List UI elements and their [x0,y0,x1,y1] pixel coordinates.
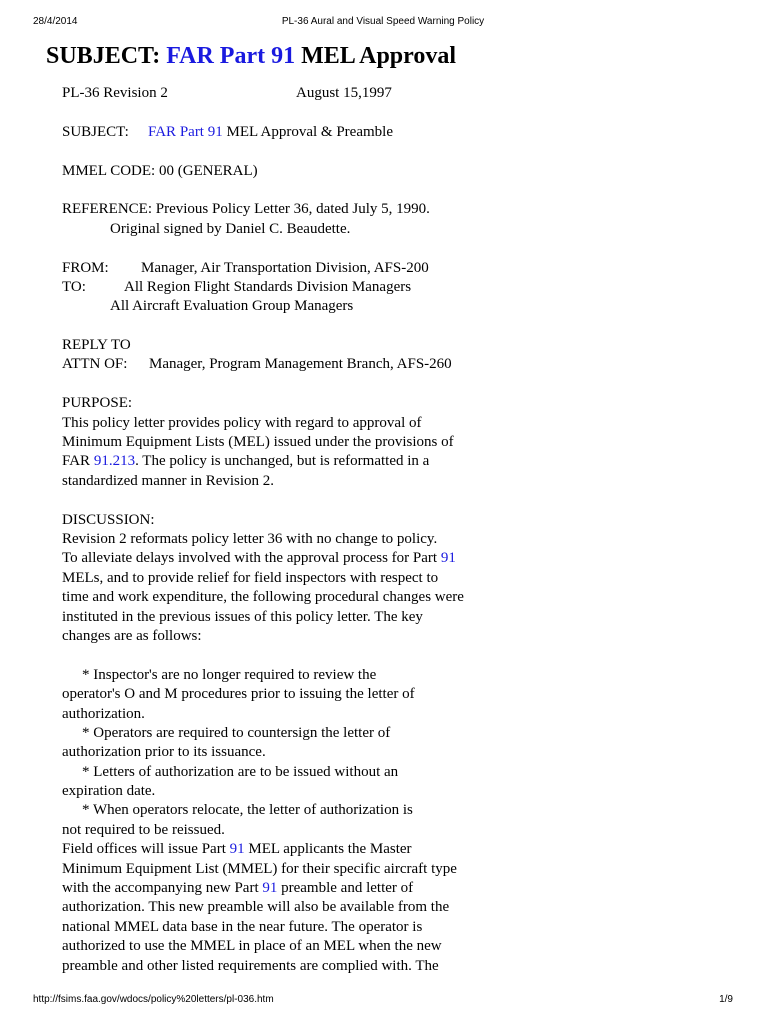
from-value: Manager, Air Transportation Division, AFS-200 [141,259,429,276]
discussion-text: MELs, and to provide relief for field inspectors with respect to [62,569,439,586]
far-91-213-link[interactable]: 91.213 [93,453,136,470]
part-91-link[interactable]: 91 [229,841,245,858]
far-part-91-title-link[interactable]: FAR Part 91 [166,43,296,69]
field-offices-text: Field offices will issue Part 91 MEL applicants the Master [62,841,412,858]
discussion-text: changes are as follows: [62,627,202,644]
to-label: TO: [62,278,86,295]
subject-rest: MEL Approval & Preamble [222,123,393,140]
purpose-heading: PURPOSE: [62,395,133,412]
field-offices-text: authorized to use the MMEL in place of an MEL when the new [62,938,442,955]
mmel-code: MMEL CODE: 00 (GENERAL) [62,162,258,179]
print-page-title: PL-36 Aural and Visual Speed Warning Policy [281,16,485,27]
page-title [46,40,456,72]
attn-line [62,355,502,374]
bullet-item-cont: operator's O and M procedures prior to issuing the letter of [62,686,415,703]
print-date: 28/4/2014 [33,16,78,27]
discussion-heading: DISCUSSION: [62,511,155,528]
reference-line: REFERENCE: Previous Policy Letter 36, dated July 5, 1990. [62,201,430,218]
far-part-91-subject-link[interactable]: FAR Part 91 [148,123,223,140]
field-offices-text: with the accompanying new Part 91 preamble and letter of [62,880,414,897]
revision-line [62,84,502,103]
part-91-link[interactable]: 91 [440,550,456,567]
field-offices-text: preamble and other listed requirements are complied with. The [62,957,439,974]
title-prefix: SUBJECT: [46,43,167,69]
bullet-item-cont: authorization. [62,705,145,722]
print-footer [33,994,733,1008]
title-suffix: MEL Approval [295,43,457,69]
part-91-link[interactable]: 91 [262,880,278,897]
purpose-text: standardized manner in Revision 2. [62,472,275,489]
purpose-text: This policy letter provides policy with regard to approval of [62,414,422,431]
to-value-2: All Aircraft Evaluation Group Managers [110,298,354,315]
discussion-text: Revision 2 reformats policy letter 36 with no change to policy. [62,530,438,547]
bullet-item-cont: not required to be reissued. [62,821,225,838]
bullet-item: * Operators are required to countersign the letter of [82,724,391,741]
attn-value: Manager, Program Management Branch, AFS-260 [149,356,452,373]
reply-to: REPLY TO [62,337,131,354]
discussion-text: time and work expenditure, the following procedural changes were [62,589,464,606]
purpose-text: FAR 91.213. The policy is unchanged, but is reformatted in a [62,453,430,470]
attn-label: ATTN OF: [62,356,128,373]
to-line [62,278,502,297]
field-offices-text: national MMEL data base in the near future. The operator is [62,918,423,935]
bullet-item-cont: authorization prior to its issuance. [62,744,266,761]
bullet-item: * Inspector's are no longer required to review the [82,666,377,683]
reference-signature: Original signed by Daniel C. Beaudette. [110,220,351,237]
subject-label: SUBJECT: [62,123,129,140]
bullet-item: * When operators relocate, the letter of authorization is [82,802,413,819]
revision-label: PL-36 Revision 2 [62,85,168,101]
from-line [62,259,502,278]
bullet-item-cont: expiration date. [62,783,156,800]
bullet-item: * Letters of authorization are to be issued without an [82,763,399,780]
print-url: http://fsims.faa.gov/wdocs/policy%20letters/pl-036.htm [33,994,274,1005]
discussion-text: To alleviate delays involved with the approval process for Part 91 [62,550,456,567]
letter-body [62,84,502,976]
to-value: All Region Flight Standards Division Managers [124,278,412,295]
page-number: 1/9 [719,994,733,1005]
print-header [33,16,733,30]
purpose-text: Minimum Equipment Lists (MEL) issued under the provisions of [62,434,454,451]
from-label: FROM: [62,259,109,276]
revision-date: August 15,1997 [296,85,392,101]
subject-line [62,123,502,142]
field-offices-text: authorization. This new preamble will also be available from the [62,899,450,916]
field-offices-text: Minimum Equipment List (MMEL) for their specific aircraft type [62,860,457,877]
discussion-text: instituted in the previous issues of this policy letter. The key [62,608,423,625]
